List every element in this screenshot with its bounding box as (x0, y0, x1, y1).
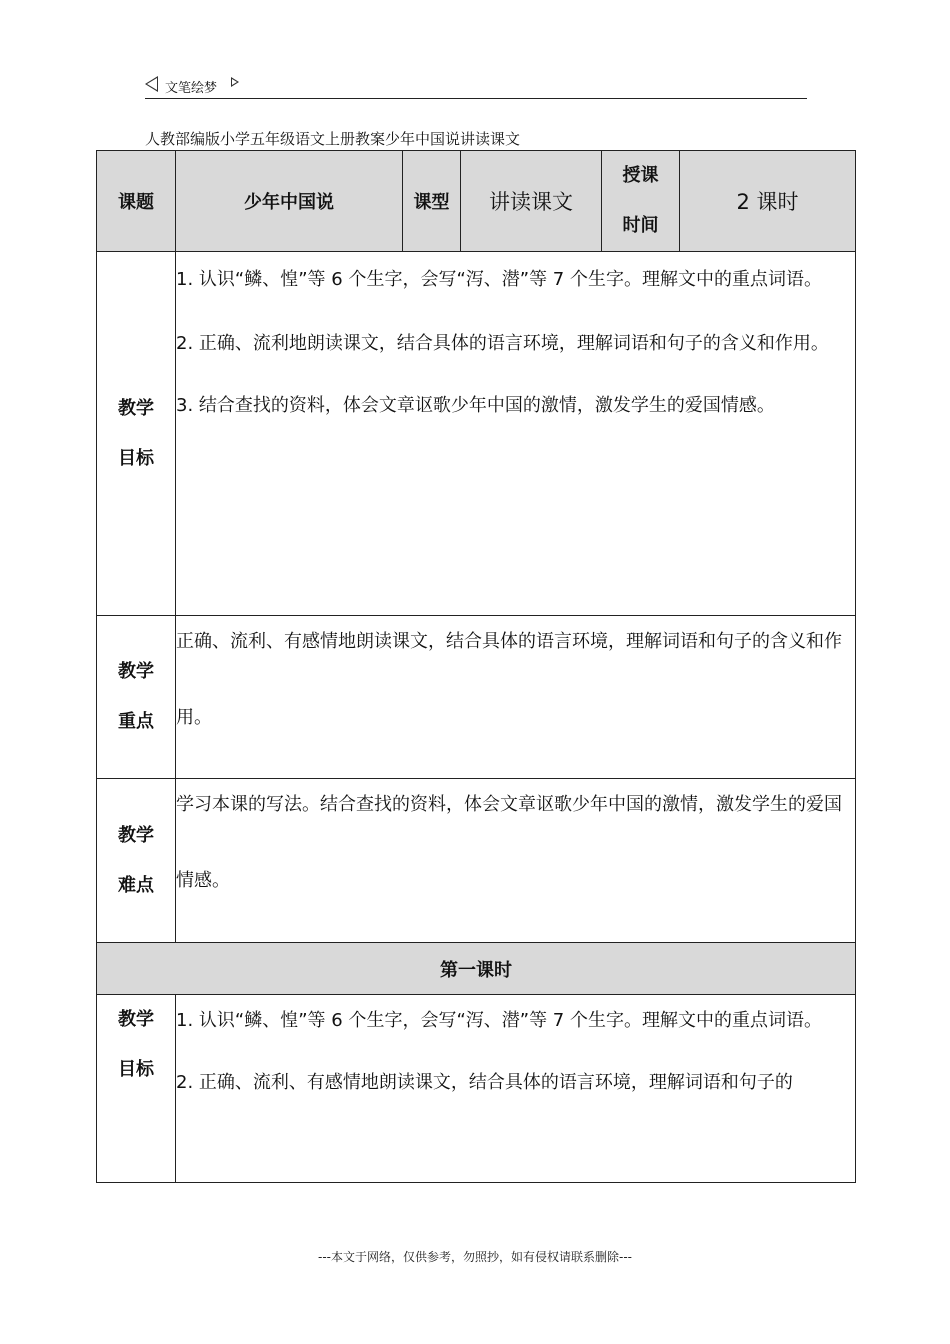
key-content (176, 616, 856, 779)
goal-item-2: 2. 正确、流利地朗读课文，结合具体的语言环境，理解词语和句子的含义和作用。 (176, 333, 829, 354)
key-label-line-1: 教学 (118, 661, 154, 682)
goals-content (176, 252, 856, 616)
key-label-line-2: 重点 (118, 711, 154, 732)
page-header (145, 74, 807, 99)
difficulty-label (97, 779, 176, 943)
key-text: 正确、流利、有感情地朗读课文，结合具体的语言环境，理解词语和句子的含义和作用。 (176, 631, 842, 728)
time-label-line-2: 时间 (622, 215, 659, 236)
goals-label-line-2: 目标 (118, 447, 154, 469)
time-label-line-1: 授课 (622, 165, 659, 186)
header-row (97, 151, 856, 252)
type-label: 课型 (403, 151, 461, 252)
goal2-item-1: 1. 认识“鳞、惶”等 6 个生字，会写“泻、潜”等 7 个生字。理解文中的重点词语。 (176, 1010, 822, 1031)
goals2-row (97, 995, 856, 1183)
goal-item-3: 3. 结合查找的资料，体会文章讴歌少年中国的激情，激发学生的爱国情感。 (176, 395, 775, 416)
goals-label (97, 252, 176, 616)
document-title: 人教部编版小学五年级语文上册教案少年中国说讲读课文 (145, 130, 521, 148)
triangle-left-icon (145, 76, 158, 92)
goals-row (97, 252, 856, 616)
goal2-item-2: 2. 正确、流利、有感情地朗读课文，结合具体的语言环境，理解词语和句子的 (176, 1072, 793, 1093)
section-title: 第一课时 (97, 943, 856, 995)
subject-label: 课题 (97, 151, 176, 252)
time-label (602, 151, 680, 252)
time-value: 2 课时 (680, 151, 856, 252)
difficulty-content (176, 779, 856, 943)
difficulty-text: 学习本课的写法。结合查找的资料，体会文章讴歌少年中国的激情，激发学生的爱国情感。 (176, 794, 842, 891)
goals-label-line-1: 教学 (118, 397, 154, 419)
triangle-right-icon (231, 77, 239, 87)
page-footer: ---本文于网络，仅供参考，勿照抄，如有侵权请联系删除--- (318, 1250, 632, 1264)
goals2-content (176, 995, 856, 1183)
difficulty-label-line-2: 难点 (118, 874, 154, 896)
key-label (97, 616, 176, 779)
subject-value: 少年中国说 (176, 151, 403, 252)
lesson-plan-table (96, 150, 856, 1183)
goals2-label (97, 995, 176, 1183)
key-row (97, 616, 856, 779)
difficulty-row (97, 779, 856, 943)
goal-item-1: 1. 认识“鳞、惶”等 6 个生字，会写“泻、潜”等 7 个生字。理解文中的重点词语。 (176, 269, 822, 290)
goals2-label-line-2: 目标 (118, 1059, 154, 1080)
difficulty-label-line-1: 教学 (118, 824, 154, 846)
goals2-label-line-1: 教学 (118, 1009, 154, 1030)
type-value: 讲读课文 (461, 151, 602, 252)
brand-name: 文笔绘梦 (165, 81, 218, 96)
